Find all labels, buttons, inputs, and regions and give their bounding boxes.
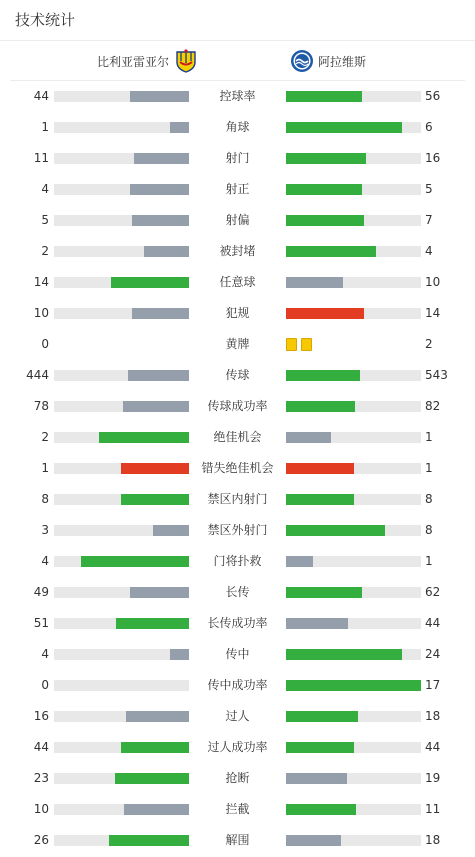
away-bar-track bbox=[286, 432, 421, 443]
stat-row bbox=[0, 453, 475, 484]
stat-label: 传球 bbox=[225, 368, 250, 382]
home-bar-track bbox=[54, 215, 189, 226]
away-bar-fill bbox=[286, 742, 354, 753]
away-bar-track bbox=[286, 804, 421, 815]
away-bar-track bbox=[286, 556, 421, 567]
home-bar-track bbox=[54, 184, 189, 195]
stat-row bbox=[0, 143, 475, 174]
away-value: 8 bbox=[425, 492, 433, 506]
home-bar-track bbox=[54, 618, 189, 629]
home-bar-track bbox=[54, 308, 189, 319]
home-value: 0 bbox=[41, 678, 49, 692]
title-divider bbox=[0, 40, 475, 41]
page-title: 技术统计 bbox=[15, 11, 76, 29]
stat-row bbox=[0, 81, 475, 112]
home-bar-fill bbox=[121, 742, 189, 753]
stat-row bbox=[0, 794, 475, 825]
away-bar-track bbox=[286, 184, 421, 195]
away-bar-fill bbox=[286, 680, 421, 691]
home-bar-track bbox=[54, 370, 189, 381]
home-bar-track bbox=[54, 587, 189, 598]
away-bar-fill bbox=[286, 618, 348, 629]
home-value: 2 bbox=[41, 244, 49, 258]
away-bar-track bbox=[286, 494, 421, 505]
home-bar-fill bbox=[153, 525, 189, 536]
home-value: 4 bbox=[41, 647, 49, 661]
away-value: 16 bbox=[425, 151, 441, 165]
away-value: 8 bbox=[425, 523, 433, 537]
away-bar-fill bbox=[286, 463, 354, 474]
stat-row bbox=[0, 701, 475, 732]
home-bar-fill bbox=[124, 804, 189, 815]
home-bar-track bbox=[54, 680, 189, 691]
stat-row bbox=[0, 577, 475, 608]
away-bar-fill bbox=[286, 432, 331, 443]
stat-row bbox=[0, 205, 475, 236]
home-value: 4 bbox=[41, 182, 49, 196]
home-bar-fill bbox=[115, 773, 189, 784]
home-bar-track bbox=[54, 835, 189, 846]
away-value: 1 bbox=[425, 430, 433, 444]
away-value: 44 bbox=[425, 740, 441, 754]
away-bar-track bbox=[286, 711, 421, 722]
home-value: 23 bbox=[33, 771, 49, 785]
stat-label: 长传 bbox=[225, 585, 250, 599]
home-value: 44 bbox=[33, 740, 49, 754]
away-bar-track bbox=[286, 649, 421, 660]
home-value: 444 bbox=[26, 368, 49, 382]
stat-label: 任意球 bbox=[219, 275, 256, 289]
home-value: 78 bbox=[33, 399, 49, 413]
away-bar-track bbox=[286, 122, 421, 133]
away-bar-track bbox=[286, 680, 421, 691]
away-bar-fill bbox=[286, 835, 341, 846]
home-bar-track bbox=[54, 463, 189, 474]
away-bar-fill bbox=[286, 494, 354, 505]
yellow-card-icon bbox=[301, 338, 312, 351]
stat-label: 禁区外射门 bbox=[207, 523, 268, 537]
home-bar-fill bbox=[144, 246, 189, 257]
home-bar-track bbox=[54, 525, 189, 536]
home-bar-track bbox=[54, 773, 189, 784]
stat-row bbox=[0, 639, 475, 670]
stat-label: 黄牌 bbox=[225, 337, 250, 351]
stat-label: 射门 bbox=[225, 151, 250, 165]
away-bar-track bbox=[286, 742, 421, 753]
home-bar-track bbox=[54, 711, 189, 722]
team-header bbox=[10, 42, 465, 80]
home-bar-fill bbox=[116, 618, 189, 629]
home-bar-fill bbox=[123, 401, 189, 412]
home-bar-track bbox=[54, 649, 189, 660]
home-bar-fill bbox=[81, 556, 189, 567]
away-bar-fill bbox=[286, 215, 364, 226]
away-value: 18 bbox=[425, 833, 441, 847]
stat-label: 传球成功率 bbox=[207, 399, 268, 413]
away-bar-track bbox=[286, 618, 421, 629]
stat-row bbox=[0, 298, 475, 329]
home-bar-fill bbox=[126, 711, 189, 722]
stat-row bbox=[0, 515, 475, 546]
away-team bbox=[290, 42, 366, 80]
away-bar-fill bbox=[286, 804, 356, 815]
home-bar-track bbox=[54, 277, 189, 288]
alaves-crest-icon bbox=[290, 49, 312, 73]
stat-label: 抢断 bbox=[225, 771, 250, 785]
stat-label: 角球 bbox=[225, 120, 250, 134]
stat-label: 控球率 bbox=[219, 89, 256, 103]
home-bar-fill bbox=[130, 587, 189, 598]
away-value: 543 bbox=[425, 368, 448, 382]
home-bar-track bbox=[54, 742, 189, 753]
away-bar-track bbox=[286, 91, 421, 102]
home-value: 3 bbox=[41, 523, 49, 537]
stat-label: 绝佳机会 bbox=[213, 430, 262, 444]
stat-label: 传中 bbox=[225, 647, 250, 661]
stat-row bbox=[0, 112, 475, 143]
away-bar-fill bbox=[286, 773, 347, 784]
away-team-name: 阿拉维斯 bbox=[318, 54, 367, 69]
away-bar-fill bbox=[286, 525, 385, 536]
home-value: 2 bbox=[41, 430, 49, 444]
stat-row bbox=[0, 360, 475, 391]
home-value: 44 bbox=[33, 89, 49, 103]
away-bar-fill bbox=[286, 184, 362, 195]
stat-row bbox=[0, 608, 475, 639]
away-bar-track bbox=[286, 246, 421, 257]
away-value: 1 bbox=[425, 461, 433, 475]
stat-row bbox=[0, 267, 475, 298]
away-value: 1 bbox=[425, 554, 433, 568]
home-value: 8 bbox=[41, 492, 49, 506]
home-bar-track bbox=[54, 401, 189, 412]
away-bar-track bbox=[286, 401, 421, 412]
stat-row bbox=[0, 825, 475, 856]
home-bar-track bbox=[54, 432, 189, 443]
stat-row bbox=[0, 174, 475, 205]
away-value: 56 bbox=[425, 89, 441, 103]
home-bar-fill bbox=[121, 494, 189, 505]
home-bar-fill bbox=[134, 153, 189, 164]
stat-label: 错失绝佳机会 bbox=[201, 461, 274, 475]
home-team bbox=[97, 42, 197, 80]
home-bar-track bbox=[54, 246, 189, 257]
away-value: 11 bbox=[425, 802, 441, 816]
away-value: 4 bbox=[425, 244, 433, 258]
away-bar-track bbox=[286, 587, 421, 598]
away-bar-fill bbox=[286, 649, 402, 660]
away-value: 82 bbox=[425, 399, 441, 413]
stat-row bbox=[0, 763, 475, 794]
away-bar-track bbox=[286, 215, 421, 226]
stat-label: 门将扑救 bbox=[213, 554, 262, 568]
home-bar-fill bbox=[170, 122, 189, 133]
away-bar-track bbox=[286, 463, 421, 474]
stat-label: 禁区内射门 bbox=[207, 492, 268, 506]
home-value: 10 bbox=[33, 802, 49, 816]
stat-label: 被封堵 bbox=[219, 244, 256, 258]
away-value: 19 bbox=[425, 771, 441, 785]
away-bar-fill bbox=[286, 370, 360, 381]
home-bar-fill bbox=[121, 463, 189, 474]
stat-label: 长传成功率 bbox=[207, 616, 268, 630]
home-value: 1 bbox=[41, 120, 49, 134]
home-value: 16 bbox=[33, 709, 49, 723]
home-value: 10 bbox=[33, 306, 49, 320]
away-value: 10 bbox=[425, 275, 441, 289]
home-value: 11 bbox=[33, 151, 49, 165]
home-value: 26 bbox=[33, 833, 49, 847]
away-bar-fill bbox=[286, 91, 362, 102]
away-bar-fill bbox=[286, 556, 313, 567]
stat-row bbox=[0, 732, 475, 763]
home-bar-track bbox=[54, 494, 189, 505]
home-bar-track bbox=[54, 556, 189, 567]
stat-row bbox=[0, 484, 475, 515]
stat-row bbox=[0, 546, 475, 577]
stat-label: 拦截 bbox=[225, 802, 250, 816]
home-value: 4 bbox=[41, 554, 49, 568]
home-bar-fill bbox=[109, 835, 189, 846]
away-bar-fill bbox=[286, 246, 376, 257]
away-value: 24 bbox=[425, 647, 441, 661]
away-yellow-cards bbox=[286, 338, 312, 351]
home-bar-fill bbox=[132, 215, 189, 226]
home-value: 14 bbox=[33, 275, 49, 289]
stat-row bbox=[0, 391, 475, 422]
away-bar-fill bbox=[286, 153, 366, 164]
away-bar-track bbox=[286, 153, 421, 164]
away-value: 7 bbox=[425, 213, 433, 227]
away-value: 17 bbox=[425, 678, 441, 692]
home-bar-track bbox=[54, 122, 189, 133]
away-value: 18 bbox=[425, 709, 441, 723]
home-bar-fill bbox=[128, 370, 189, 381]
stat-row bbox=[0, 329, 475, 360]
away-value: 44 bbox=[425, 616, 441, 630]
away-bar-track bbox=[286, 370, 421, 381]
away-bar-fill bbox=[286, 587, 362, 598]
stat-label: 犯规 bbox=[225, 306, 250, 320]
home-bar-fill bbox=[130, 91, 189, 102]
home-value: 5 bbox=[41, 213, 49, 227]
home-value: 49 bbox=[33, 585, 49, 599]
stat-label: 射偏 bbox=[225, 213, 250, 227]
away-bar-fill bbox=[286, 122, 402, 133]
stat-row bbox=[0, 422, 475, 453]
home-value: 51 bbox=[33, 616, 49, 630]
stat-row bbox=[0, 236, 475, 267]
away-value: 6 bbox=[425, 120, 433, 134]
home-bar-track bbox=[54, 91, 189, 102]
stats-list bbox=[0, 81, 475, 856]
stat-label: 过人 bbox=[225, 709, 250, 723]
home-bar-fill bbox=[111, 277, 189, 288]
away-bar-fill bbox=[286, 277, 343, 288]
home-bar-fill bbox=[130, 184, 189, 195]
away-bar-track bbox=[286, 835, 421, 846]
home-team-name: 比利亚雷亚尔 bbox=[96, 54, 169, 69]
away-bar-track bbox=[286, 525, 421, 536]
away-bar-fill bbox=[286, 711, 358, 722]
away-bar-track bbox=[286, 308, 421, 319]
home-bar-fill bbox=[99, 432, 189, 443]
villarreal-crest-icon bbox=[175, 49, 197, 73]
away-value: 2 bbox=[425, 337, 433, 351]
stat-label: 传中成功率 bbox=[207, 678, 268, 692]
away-bar-fill bbox=[286, 308, 364, 319]
home-value: 0 bbox=[41, 337, 49, 351]
away-value: 14 bbox=[425, 306, 441, 320]
away-value: 5 bbox=[425, 182, 433, 196]
home-value: 1 bbox=[41, 461, 49, 475]
stat-row bbox=[0, 670, 475, 701]
home-bar-track bbox=[54, 804, 189, 815]
away-value: 62 bbox=[425, 585, 441, 599]
stat-label: 解围 bbox=[225, 833, 250, 847]
away-bar-track bbox=[286, 277, 421, 288]
away-bar-track bbox=[286, 773, 421, 784]
stat-label: 射正 bbox=[225, 182, 250, 196]
stat-label: 过人成功率 bbox=[207, 740, 268, 754]
home-bar-fill bbox=[132, 308, 189, 319]
home-bar-track bbox=[54, 153, 189, 164]
away-bar-fill bbox=[286, 401, 355, 412]
yellow-card-icon bbox=[286, 338, 297, 351]
home-bar-fill bbox=[170, 649, 189, 660]
